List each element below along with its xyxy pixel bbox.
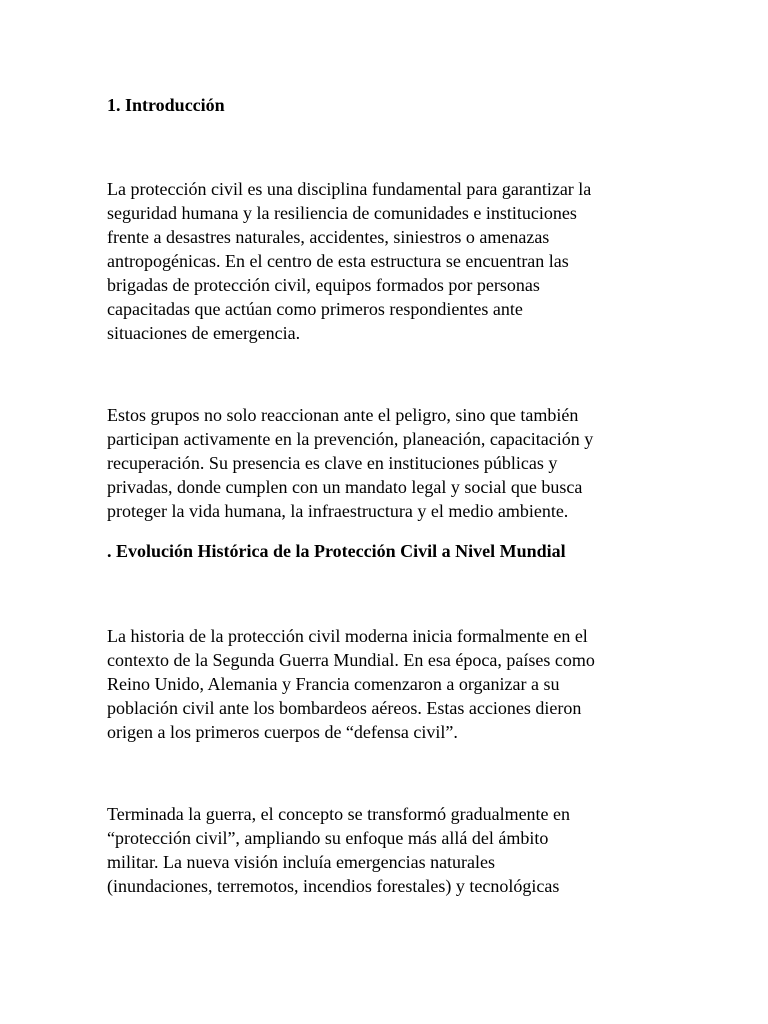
text-line: privadas, donde cumplen con un mandato legal y social que busca [107, 477, 583, 497]
text-line: Estos grupos no solo reaccionan ante el peligro, sino que también [107, 405, 579, 425]
section-heading-introduccion: 1. Introducción [107, 95, 225, 115]
text-line: Reino Unido, Alemania y Francia comenzaron a organizar a su [107, 674, 560, 694]
text-line: capacitadas que actúan como primeros respondientes ante [107, 299, 523, 319]
paragraph-intro-2 [107, 403, 593, 523]
text-line: militar. La nueva visión incluía emergencias naturales [107, 852, 496, 872]
text-line: La historia de la protección civil moderna inicia formalmente en el [107, 626, 588, 646]
text-line: recuperación. Su presencia es clave en instituciones públicas y [107, 453, 558, 473]
text-line: contexto de la Segunda Guerra Mundial. En esa época, países como [107, 650, 595, 670]
text-line: seguridad humana y la resiliencia de comunidades e instituciones [107, 203, 577, 223]
text-line: participan activamente en la prevención, planeación, capacitación y [107, 429, 594, 449]
text-line: (inundaciones, terremotos, incendios forestales) y tecnológicas [107, 876, 560, 896]
text-line: “protección civil”, ampliando su enfoque más allá del ámbito [107, 828, 549, 848]
text-line: La protección civil es una disciplina fundamental para garantizar la [107, 179, 592, 199]
text-line: situaciones de emergencia. [107, 323, 301, 343]
section-heading-evolucion: . Evolución Histórica de la Protección Civil a Nivel Mundial [107, 541, 566, 561]
text-line: población civil ante los bombardeos aéreos. Estas acciones dieron [107, 698, 582, 718]
text-line: frente a desastres naturales, accidentes, siniestros o amenazas [107, 227, 550, 247]
text-line: antropogénicas. En el centro de esta estructura se encuentran las [107, 251, 569, 271]
paragraph-history-2 [107, 802, 570, 898]
text-line: Terminada la guerra, el concepto se transformó gradualmente en [107, 804, 571, 824]
text-line: brigadas de protección civil, equipos formados por personas [107, 275, 540, 295]
paragraph-intro-1 [107, 177, 591, 345]
text-line: origen a los primeros cuerpos de “defensa civil”. [107, 722, 458, 742]
text-line: proteger la vida humana, la infraestructura y el medio ambiente. [107, 501, 569, 521]
paragraph-history-1 [107, 624, 595, 744]
